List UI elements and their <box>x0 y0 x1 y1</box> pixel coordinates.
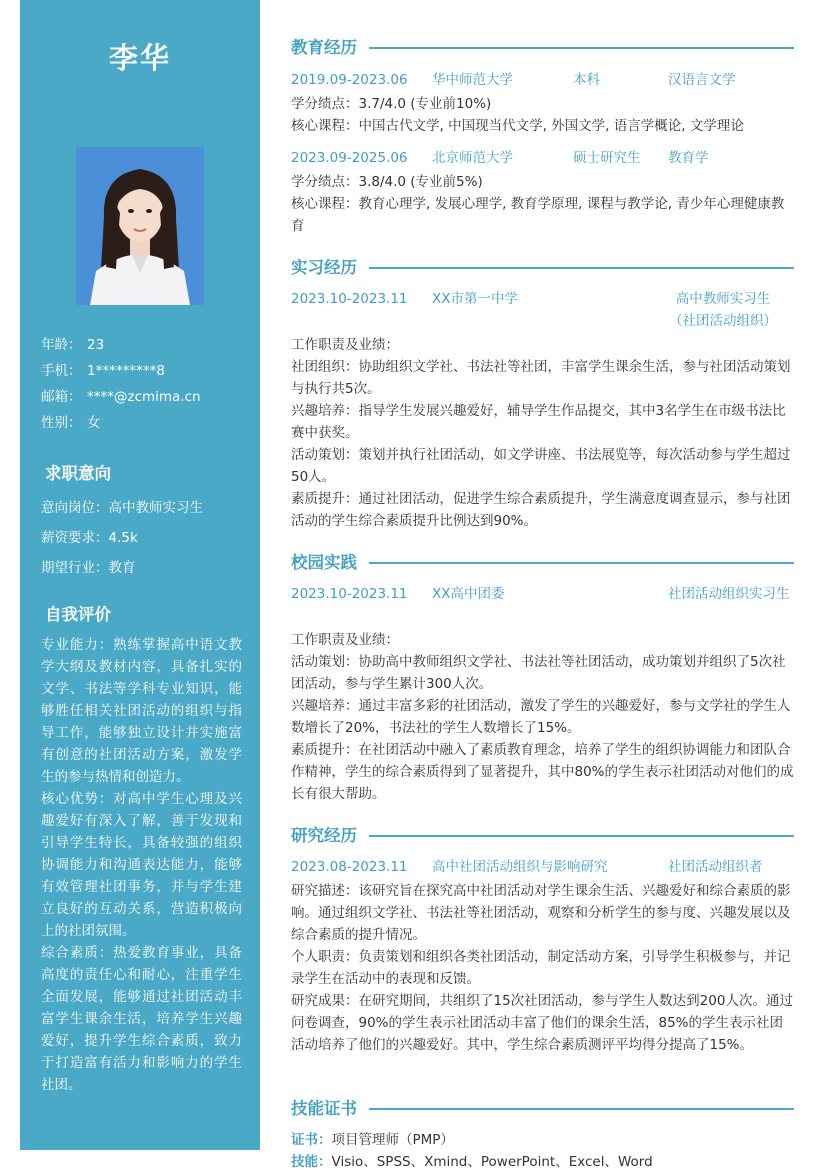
duty-item: 素质提升：通过社团活动，促进学生综合素质提升，学生满意度调查显示，参与社团活动的学生综合素质提升比例达到90%。 <box>291 491 791 529</box>
section-divider <box>369 835 794 837</box>
edu-degree: 本科 <box>573 72 600 88</box>
education-entry-meta <box>291 147 794 169</box>
campus-org: XX高中团委 <box>432 586 505 602</box>
education-entry-meta <box>291 69 794 91</box>
candidate-name: 李华 <box>108 41 171 75</box>
skills-section-heading <box>291 1096 794 1122</box>
edu-courses: 核心课程：教育心理学, 发展心理学, 教育学原理, 课程与教学论, 青少年心理健康教育 <box>291 196 785 234</box>
skill-label: 技能： <box>291 1154 332 1170</box>
research-item: 个人职责：负责策划和组织各类社团活动，制定活动方案，引导学生积极参与，并记录学生在活动中的表现和反馈。 <box>291 949 791 987</box>
campus-meta <box>291 583 794 605</box>
phone-row <box>41 361 165 381</box>
duty-item: 兴趣培养：指导学生发展兴趣爱好，辅导学生作品提交，其中3名学生在市级书法比赛中获奖。 <box>291 403 786 441</box>
portrait-illustration <box>76 147 204 305</box>
edu-major: 汉语言文学 <box>668 72 736 88</box>
duty-title: 工作职责及业绩： <box>291 337 399 353</box>
duty-item: 活动策划：策划并执行社团活动，如文学讲座、书法展览等，每次活动参与学生超过50人。 <box>291 447 791 485</box>
age-label: 年龄： <box>41 337 82 353</box>
education-section-heading <box>291 35 794 61</box>
research-role: 社团活动组织者 <box>668 859 763 875</box>
campus-details <box>291 629 794 805</box>
gender-value: 女 <box>87 415 101 431</box>
profile-photo <box>76 147 204 305</box>
duty-item: 兴趣培养：通过丰富多彩的社团活动，激发了学生的兴趣爱好，参与文学社的学生人数增长了20%，书法社的学生人数增长了15%。 <box>291 698 791 736</box>
sidebar <box>20 0 260 1150</box>
internship-details <box>291 334 794 532</box>
duty-item: 素质提升：在社团活动中融入了素质教育理念，培养了学生的组织协调能力和团队合作精神，学生的综合素质得到了显著提升，其中80%的学生表示社团活动对他们的成长有很大帮助。 <box>291 742 794 802</box>
edu-degree: 硕士研究生 <box>573 150 641 166</box>
age-row <box>41 335 104 355</box>
intent-heading: 求职意向 <box>45 464 111 483</box>
edu-period: 2019.09-2023.06 <box>291 72 408 88</box>
self-eval-paragraph: 专业能力：熟练掌握高中语文教学大纲及教材内容，具备扎实的文学、书法等学科专业知识，能够胜任相关社团活动的组织与指导工作，能够独立设计并实施富有创意的社团活动方案，激发学生的参与热情和创造力。 <box>41 637 242 785</box>
edu-school: 华中师范大学 <box>432 72 513 88</box>
phone-value: 1*********8 <box>87 363 165 379</box>
research-meta <box>291 856 794 878</box>
duty-item: 活动策划：协助高中教师组织文学社、书法社等社团活动，成功策划并组织了5次社团活动，参与学生累计300人次。 <box>291 654 786 692</box>
gender-label: 性别： <box>41 415 82 431</box>
skill-row <box>291 1151 794 1173</box>
internship-period: 2023.10-2023.11 <box>291 291 408 307</box>
skill-value: Visio、SPSS、Xmind、PowerPoint、Excel、Word <box>331 1154 653 1170</box>
self-eval-paragraph: 综合素质：热爱教育事业，具备高度的责任心和耐心，注重学生全面发展，能够通过社团活动丰富学生课余生活，培养学生兴趣爱好，提升学生综合素质，致力于打造富有活力和影响力的学生社团。 <box>41 945 242 1093</box>
intent-salary: 薪资要求：4.5k <box>41 530 138 546</box>
edu-gpa: 学分绩点：3.8/4.0 (专业前5%) <box>291 174 483 190</box>
campus-title: 校园实践 <box>291 553 357 572</box>
self-eval-heading: 自我评价 <box>45 605 111 624</box>
internship-role: 高中教师实习生（社团活动组织） <box>669 291 777 329</box>
edu-major: 教育学 <box>668 150 709 166</box>
skills-title: 技能证书 <box>291 1099 357 1118</box>
gender-row <box>41 413 101 433</box>
research-item: 研究描述：该研究旨在探究高中社团活动对学生课余生活、兴趣爱好和综合素质的影响。通过组织文学社、书法社等社团活动，观察和分析学生的参与度、兴趣发展以及综合素质的提升情况。 <box>291 883 791 943</box>
research-item: 研究成果：在研究期间，共组织了15次社团活动，参与学生人数达到200人次。通过问卷调查，90%的学生表示社团活动丰富了他们的课余生活，85%的学生表示社团活动培养了他们的兴趣爱好。其中，学生综合素质测评平均得分提高了15%。 <box>291 993 793 1053</box>
cert-label: 证书： <box>291 1132 332 1148</box>
section-divider <box>369 47 794 49</box>
education-title: 教育经历 <box>291 38 357 57</box>
self-eval-text <box>41 634 242 1096</box>
internship-meta <box>291 288 794 329</box>
campus-period: 2023.10-2023.11 <box>291 586 408 602</box>
email-label: 邮箱： <box>41 389 82 405</box>
research-project: 高中社团活动组织与影响研究 <box>432 859 608 875</box>
email-value: ****@zcmima.cn <box>87 389 201 405</box>
edu-courses: 核心课程：中国古代文学, 中国现当代文学, 外国文学, 语言学概论, 文学理论 <box>291 118 744 134</box>
campus-section-heading <box>291 550 794 576</box>
campus-role: 社团活动组织实习生 <box>668 586 790 602</box>
section-divider <box>369 562 794 564</box>
internship-title: 实习经历 <box>291 258 357 277</box>
section-divider <box>369 267 794 269</box>
research-section-heading <box>291 823 794 849</box>
duty-title: 工作职责及业绩： <box>291 632 399 648</box>
phone-label: 手机： <box>41 363 82 379</box>
research-period: 2023.08-2023.11 <box>291 859 408 875</box>
edu-period: 2023.09-2025.06 <box>291 150 408 166</box>
duty-item: 社团组织：协助组织文学社、书法社等社团，丰富学生课余生活，参与社团活动策划与执行共5次。 <box>291 359 791 397</box>
intent-industry: 期望行业：教育 <box>41 560 136 576</box>
section-divider <box>369 1108 794 1110</box>
research-title: 研究经历 <box>291 826 357 845</box>
cert-row <box>291 1129 794 1151</box>
self-eval-paragraph: 核心优势：对高中学生心理及兴趣爱好有深入了解，善于发现和引导学生特长，具备较强的组织协调能力和沟通表达能力，能够有效管理社团事务，并与学生建立良好的互动关系，营造积极向上的社团氛围。 <box>41 791 242 939</box>
internship-org: XX市第一中学 <box>432 291 518 307</box>
edu-gpa: 学分绩点：3.7/4.0 (专业前10%) <box>291 96 492 112</box>
email-row <box>41 387 201 407</box>
cert-value: 项目管理师（PMP） <box>331 1132 454 1148</box>
edu-school: 北京师范大学 <box>432 150 513 166</box>
intent-position: 意向岗位：高中教师实习生 <box>41 500 203 516</box>
research-details <box>291 880 794 1056</box>
internship-section-heading <box>291 255 794 281</box>
age-value: 23 <box>87 337 105 353</box>
